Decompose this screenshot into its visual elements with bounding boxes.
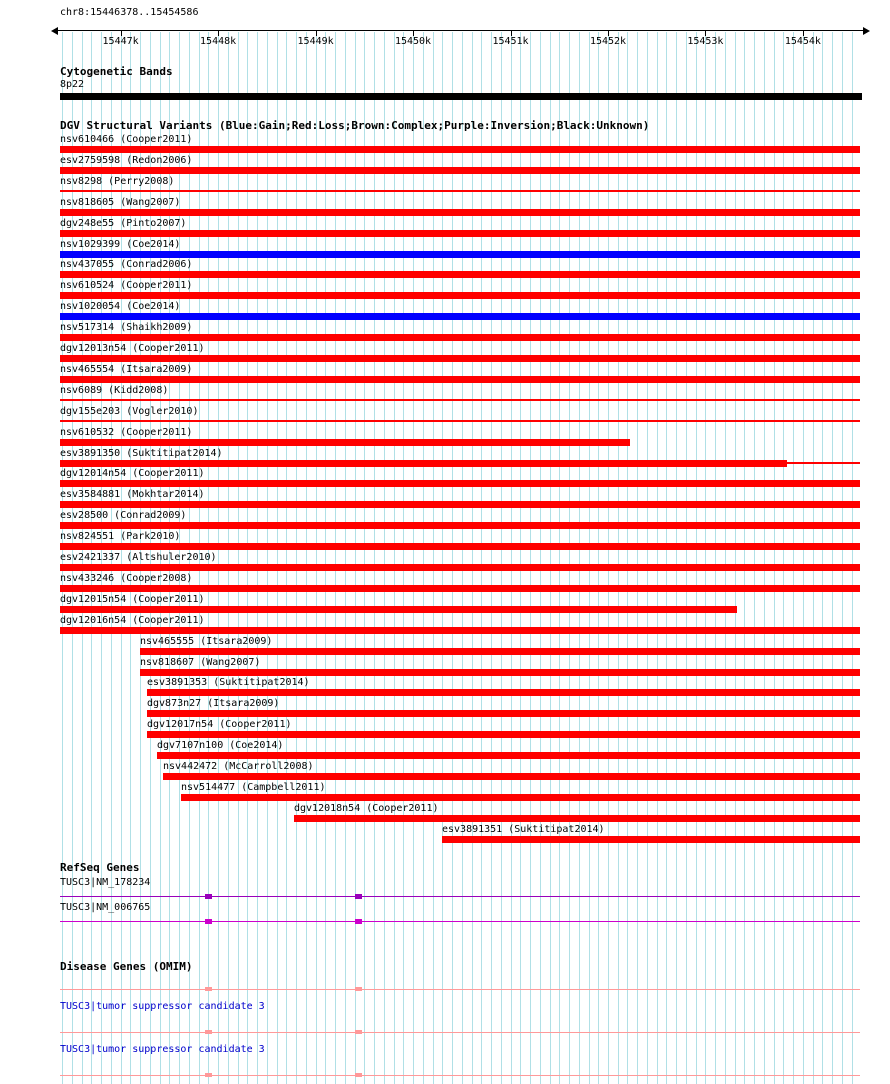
ruler-tick-label: 15450k <box>394 36 432 47</box>
variant-label[interactable]: dgv12014n54 (Cooper2011) <box>60 468 205 479</box>
variant-label[interactable]: dgv7107n100 (Coe2014) <box>157 740 284 751</box>
variant-label[interactable]: nsv1029399 (Coe2014) <box>60 239 181 250</box>
variant-bar[interactable] <box>442 836 860 843</box>
ruler-tick-label: 15452k <box>589 36 627 47</box>
variant-label[interactable]: nsv818607 (Wang2007) <box>140 657 261 668</box>
refseq-track-title: RefSeq Genes <box>60 861 140 874</box>
variant-label[interactable]: dgv248e55 (Pinto2007) <box>60 218 187 229</box>
variant-bar[interactable] <box>60 522 860 529</box>
omim-gene-label[interactable]: TUSC3|tumor suppressor candidate 3 <box>60 1044 265 1055</box>
omim-exon-mark <box>205 1073 212 1077</box>
variant-bar[interactable] <box>140 669 860 676</box>
omim-gene-line[interactable] <box>60 1075 860 1076</box>
variant-label[interactable]: dgv12017n54 (Cooper2011) <box>147 719 292 730</box>
variant-bar[interactable] <box>60 167 860 174</box>
ruler-tick-label: 15454k <box>784 36 821 47</box>
ruler-tick-label: 15449k <box>297 36 334 47</box>
variant-bar[interactable] <box>60 564 860 571</box>
variant-label[interactable]: esv2759598 (Redon2006) <box>60 155 193 166</box>
ruler-arrow-left-icon <box>51 27 58 35</box>
cytoband-track-title: Cytogenetic Bands <box>60 65 173 78</box>
variant-label[interactable]: nsv8298 (Perry2008) <box>60 176 175 187</box>
ruler-arrow-right-icon <box>863 27 870 35</box>
variant-label[interactable]: nsv433246 (Cooper2008) <box>60 573 193 584</box>
variant-bar[interactable] <box>60 146 860 153</box>
variant-bar[interactable] <box>60 543 860 550</box>
gene-line[interactable] <box>60 896 860 897</box>
variant-label[interactable]: nsv824551 (Park2010) <box>60 531 181 542</box>
variant-label[interactable]: nsv610532 (Cooper2011) <box>60 427 193 438</box>
region-coordinates-label: chr8:15446378..15454586 <box>60 7 199 18</box>
omim-exon-mark <box>355 1073 362 1077</box>
variant-bar[interactable] <box>147 689 860 696</box>
variant-label[interactable]: nsv465555 (Itsara2009) <box>140 636 273 647</box>
gene-label[interactable]: TUSC3|NM_178234 <box>60 877 151 888</box>
variant-extension-line[interactable] <box>787 462 860 464</box>
omim-exon-mark <box>355 987 362 991</box>
variant-label[interactable]: esv3891351 (Suktitipat2014) <box>442 824 605 835</box>
variant-bar[interactable] <box>147 731 860 738</box>
variant-bar[interactable] <box>60 334 860 341</box>
variant-bar[interactable] <box>60 251 860 258</box>
variant-bar[interactable] <box>181 794 860 801</box>
variant-label[interactable]: dgv873n27 (Itsara2009) <box>147 698 280 709</box>
variant-bar[interactable] <box>60 420 860 422</box>
variant-label[interactable]: esv3891353 (Suktitipat2014) <box>147 677 310 688</box>
variant-label[interactable]: dgv12018n54 (Cooper2011) <box>294 803 439 814</box>
variant-bar[interactable] <box>60 439 630 446</box>
variant-bar[interactable] <box>163 773 861 780</box>
variant-bar[interactable] <box>60 460 787 467</box>
exon-mark <box>355 894 362 899</box>
variant-bar[interactable] <box>294 815 860 822</box>
variant-bar[interactable] <box>60 292 860 299</box>
variant-label[interactable]: dgv12016n54 (Cooper2011) <box>60 615 205 626</box>
exon-mark <box>355 919 362 924</box>
ruler-tick-label: 15451k <box>492 36 529 47</box>
variant-bar[interactable] <box>60 230 860 237</box>
variant-label[interactable]: esv3584881 (Mokhtar2014) <box>60 489 205 500</box>
cytoband-name-label: 8p22 <box>60 79 85 90</box>
variant-label[interactable]: dgv12013n54 (Cooper2011) <box>60 343 205 354</box>
variant-bar[interactable] <box>147 710 860 717</box>
variant-label[interactable]: nsv437055 (Conrad2006) <box>60 259 193 270</box>
variant-label[interactable]: dgv12015n54 (Cooper2011) <box>60 594 205 605</box>
dgv-track-title: DGV Structural Variants (Blue:Gain;Red:Loss;Brown:Complex;Purple:Inversion;Black:Unknown) <box>60 119 650 132</box>
variant-label[interactable]: nsv442472 (McCarroll2008) <box>163 761 314 772</box>
omim-gene-label[interactable]: TUSC3|tumor suppressor candidate 3 <box>60 1001 265 1012</box>
ruler-tick-label: 15448k <box>200 36 237 47</box>
gene-label[interactable]: TUSC3|NM_006765 <box>60 902 151 913</box>
variant-bar[interactable] <box>60 313 860 320</box>
gene-line[interactable] <box>60 921 860 922</box>
cytoband-bar[interactable] <box>60 93 862 100</box>
variant-bar[interactable] <box>60 480 860 487</box>
variant-bar[interactable] <box>60 606 737 613</box>
variant-label[interactable]: nsv818605 (Wang2007) <box>60 197 181 208</box>
variant-label[interactable]: nsv1020054 (Coe2014) <box>60 301 181 312</box>
omim-exon-mark <box>205 987 212 991</box>
variant-bar[interactable] <box>60 627 860 634</box>
variant-bar[interactable] <box>60 501 860 508</box>
variant-label[interactable]: nsv6089 (Kidd2008) <box>60 385 169 396</box>
omim-exon-mark <box>205 1030 212 1034</box>
variant-bar[interactable] <box>157 752 860 759</box>
omim-gene-line[interactable] <box>60 989 860 990</box>
variant-bar[interactable] <box>60 585 860 592</box>
variant-label[interactable]: nsv517314 (Shaikh2009) <box>60 322 193 333</box>
omim-track-title: Disease Genes (OMIM) <box>60 960 193 973</box>
variant-bar[interactable] <box>60 355 860 362</box>
variant-bar[interactable] <box>60 376 860 383</box>
variant-label[interactable]: nsv514477 (Campbell2011) <box>181 782 326 793</box>
variant-bar[interactable] <box>60 190 860 192</box>
variant-label[interactable]: esv2421337 (Altshuler2010) <box>60 552 217 563</box>
variant-bar[interactable] <box>140 648 860 655</box>
variant-bar[interactable] <box>60 209 860 216</box>
omim-gene-line[interactable] <box>60 1032 860 1033</box>
ruler-line <box>57 30 863 31</box>
ruler-tick-label: 15447k <box>102 36 139 47</box>
variant-label[interactable]: nsv610524 (Cooper2011) <box>60 280 193 291</box>
variant-label[interactable]: dgv155e203 (Vogler2010) <box>60 406 199 417</box>
variant-label[interactable]: esv28500 (Conrad2009) <box>60 510 187 521</box>
exon-mark <box>205 919 212 924</box>
ruler-tick-label: 15453k <box>687 36 724 47</box>
variant-label[interactable]: esv3891350 (Suktitipat2014) <box>60 448 223 459</box>
variant-label[interactable]: nsv465554 (Itsara2009) <box>60 364 193 375</box>
variant-bar[interactable] <box>60 271 860 278</box>
variant-label[interactable]: nsv610466 (Cooper2011) <box>60 134 193 145</box>
exon-mark <box>205 894 212 899</box>
variant-bar[interactable] <box>60 399 860 401</box>
omim-exon-mark <box>355 1030 362 1034</box>
